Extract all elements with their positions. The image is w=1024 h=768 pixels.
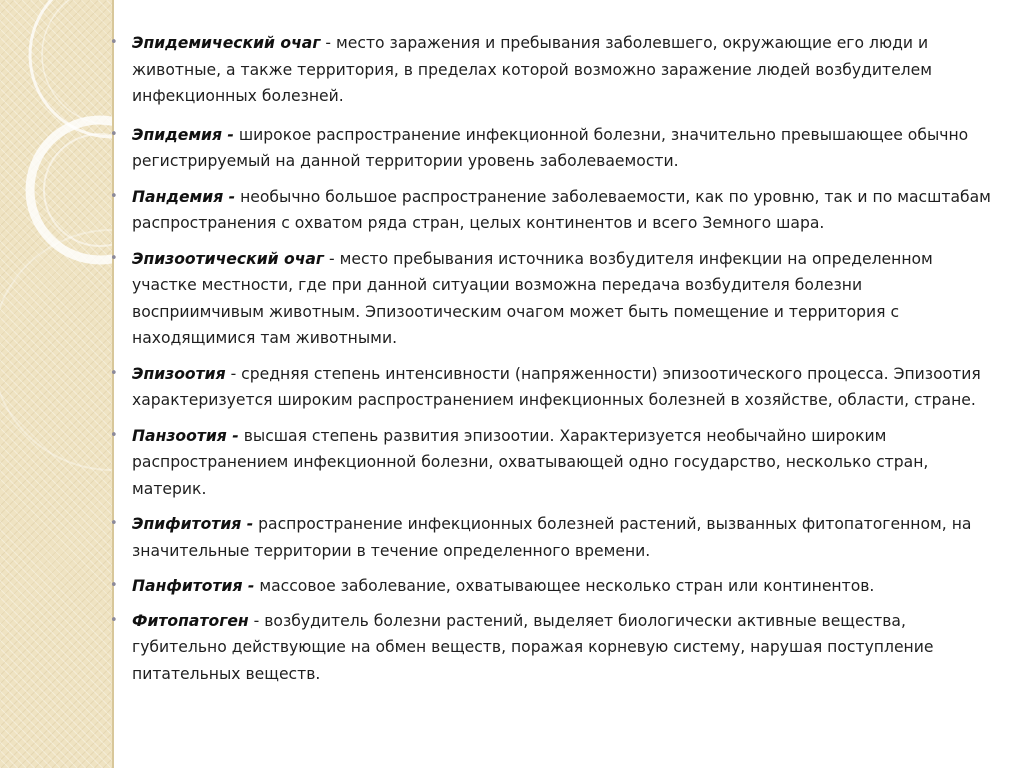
list-item [110, 361, 998, 414]
list-item [110, 608, 998, 688]
list-item [110, 184, 998, 237]
bullet-icon: • [110, 250, 118, 266]
term-definition: место заражения и пребывания заболевшего, окружающие его люди и животные, а также территория, в пределах которой возможно заражение людей возбудителем инфекционных болезней. [132, 34, 933, 105]
decorative-rings [0, 0, 112, 768]
bullet-icon: • [110, 126, 118, 142]
list-item [110, 30, 998, 110]
bullet-icon: • [110, 365, 118, 381]
bullet-icon: • [110, 578, 118, 593]
definitions-content [110, 30, 998, 696]
list-item [110, 573, 998, 600]
term-name: Эпидемический очаг [132, 34, 321, 52]
decorative-side-panel [0, 0, 112, 768]
list-item [110, 423, 998, 503]
bullet-icon: • [110, 188, 118, 204]
term-name: Панфитотия - [132, 577, 255, 595]
definitions-list [110, 30, 998, 687]
term-definition: массовое заболевание, охватывающее несколько стран или континентов. [259, 577, 875, 595]
term-definition: необычно большое распространение заболеваемости, как по уровню, так и по масштабам распространения с охватом ряда стран, целых континентов и всего Земного шара. [132, 187, 991, 232]
term-name: Эпизоотический очаг [132, 249, 325, 268]
list-item [110, 511, 998, 564]
term-definition: возбудитель болезни растений, выделяет биологически активные вещества, губительно действующие на обмен веществ, поражая корневую систему, нарушая поступление питательных веществ. [132, 611, 934, 683]
term-name: Эпидемия - [132, 125, 234, 144]
term-definition: средняя степень интенсивности (напряженности) эпизоотического процесса. Эпизоотия характеризуется широким распространением инфекционных болезней в хозяйстве, области, стране. [132, 364, 981, 409]
list-item [110, 122, 998, 175]
list-item [110, 246, 998, 352]
bullet-icon: • [110, 35, 118, 50]
bullet-icon: • [110, 612, 118, 628]
term-definition: распространение инфекционных болезней растений, вызванных фитопатогенном, на значительные территории в течение определенного времени. [132, 515, 972, 560]
bullet-icon: • [110, 427, 118, 443]
term-separator: - [320, 34, 337, 52]
term-name: Панзоотия - [132, 426, 239, 445]
term-definition: широкое распространение инфекционной болезни, значительно превышающее обычно регистрируемый на данной территории уровень заболеваемости. [132, 125, 969, 170]
term-name: Эпифитотия - [132, 515, 254, 533]
term-separator: - [324, 249, 340, 268]
term-definition: высшая степень развития эпизоотии. Характеризуется необычайно широким распространением инфекционной болезни, охватывающей одно государство, несколько стран, материк. [132, 426, 929, 498]
term-name: Пандемия - [132, 187, 236, 206]
bullet-icon: • [110, 516, 118, 531]
term-separator: - [248, 611, 265, 630]
term-name: Фитопатоген [132, 611, 249, 630]
term-definition: место пребывания источника возбудителя инфекции на определенном участке местности, где при данной ситуации возможна передача возбудителя болезни восприимчивым животным. Эпизоотическим очагом может быть помещение и территория с находящимися там животными. [132, 249, 933, 347]
term-name: Эпизоотия [132, 364, 226, 383]
term-separator: - [225, 364, 242, 383]
